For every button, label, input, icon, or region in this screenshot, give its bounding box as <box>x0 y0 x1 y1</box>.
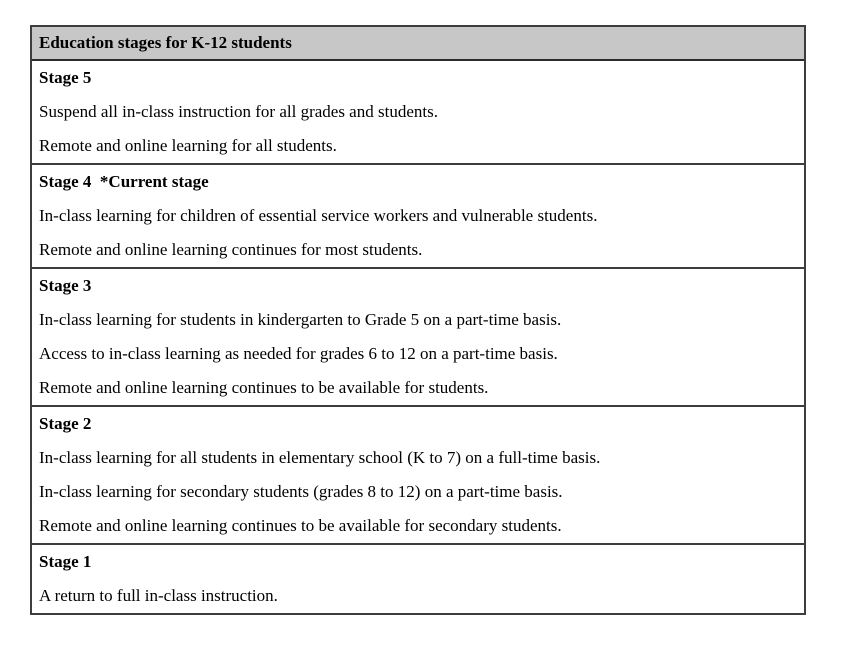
stage-3-line: In-class learning for students in kindergarten to Grade 5 on a part-time basis. <box>39 310 562 329</box>
stage-2-line: In-class learning for secondary students (grades 8 to 12) on a part-time basis. <box>39 482 563 501</box>
stage-1-line: A return to full in-class instruction. <box>39 586 278 605</box>
stage-1-section <box>32 543 804 613</box>
stage-4-line: Remote and online learning continues for most students. <box>39 240 423 259</box>
stage-4-title: Stage 4 *Current stage <box>39 172 209 191</box>
stage-2-line: In-class learning for all students in elementary school (K to 7) on a full-time basis. <box>39 448 601 467</box>
stage-5-line: Suspend all in-class instruction for all grades and students. <box>39 102 438 121</box>
stage-5-section <box>32 61 804 163</box>
stage-3-section <box>32 267 804 405</box>
stage-5-title: Stage 5 <box>39 68 92 87</box>
stage-5-line: Remote and online learning for all students. <box>39 136 337 155</box>
stage-4-section <box>32 163 804 267</box>
table-header: Education stages for K-12 students <box>32 27 804 61</box>
stage-3-line: Access to in-class learning as needed for grades 6 to 12 on a part-time basis. <box>39 344 558 363</box>
stage-3-line: Remote and online learning continues to be available for students. <box>39 378 489 397</box>
stage-2-section <box>32 405 804 543</box>
stage-3-title: Stage 3 <box>39 276 92 295</box>
stage-4-line: In-class learning for children of essential service workers and vulnerable students. <box>39 206 598 225</box>
education-stages-table <box>30 25 806 615</box>
stage-1-title: Stage 1 <box>39 552 92 571</box>
stage-2-title: Stage 2 <box>39 414 92 433</box>
stage-2-line: Remote and online learning continues to be available for secondary students. <box>39 516 562 535</box>
